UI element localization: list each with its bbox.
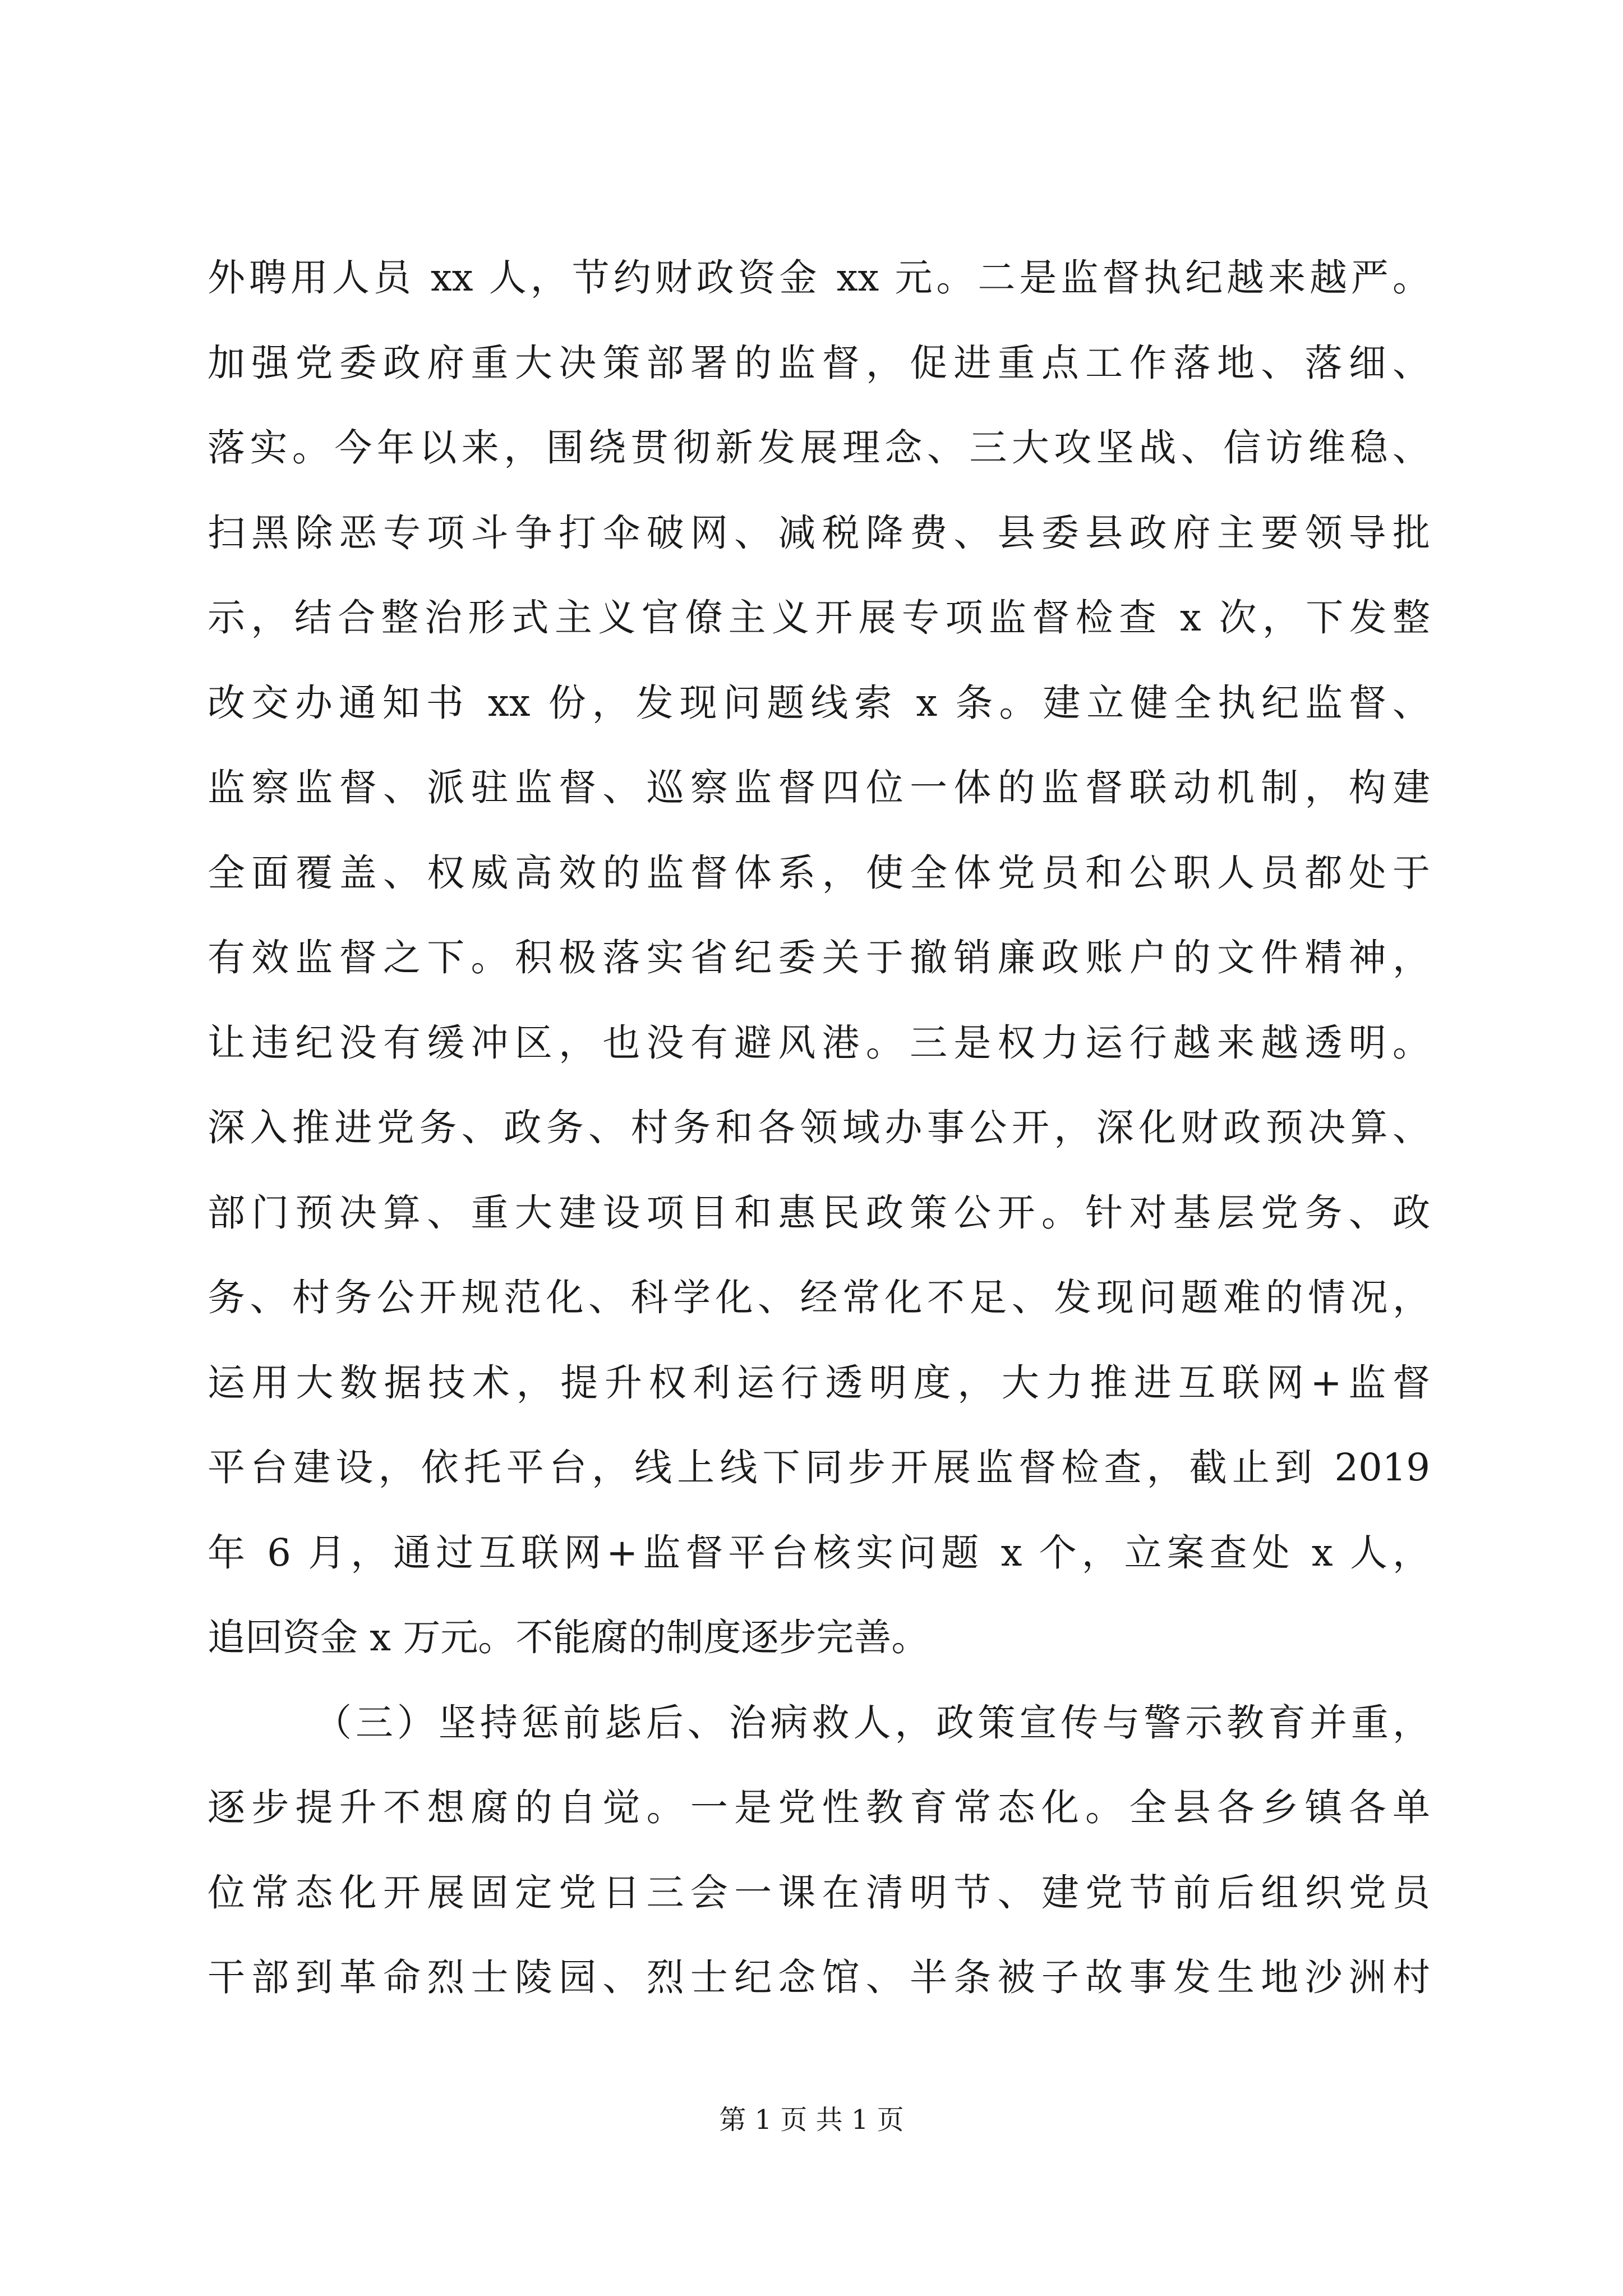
text-line: 落实。今年以来，围绕贯彻新发展理念、三大攻坚战、信访维稳、 <box>208 426 1430 470</box>
text-line: 有效监督之下。积极落实省纪委关于撤销廉政账户的文件精神， <box>208 936 1430 979</box>
text-line: 平台建设，依托平台，线上线下同步开展监督检查，截止到 2019 <box>208 1446 1430 1489</box>
text-line: 部门预决算、重大建设项目和惠民政策公开。针对基层党务、政 <box>208 1190 1430 1235</box>
text-line: 扫黑除恶专项斗争打伞破网、减税降费、县委县政府主要领导批 <box>208 510 1430 555</box>
page-footer: 第 1 页 共 1 页 <box>719 2104 904 2136</box>
text-line: 年 6 月，通过互联网+监督平台核实问题 x 个，立案查处 x 人， <box>208 1530 1430 1575</box>
text-line: 逐步提升不想腐的自觉。一是党性教育常态化。全县各乡镇各单 <box>208 1786 1430 1829</box>
text-line: 运用大数据技术，提升权利运行透明度，大力推进互联网+监督 <box>208 1360 1430 1405</box>
text-line: 改交办通知书 xx 份，发现问题线索 x 条。建立健全执纪监督、 <box>208 680 1430 725</box>
text-line: 全面覆盖、权威高效的监督体系，使全体党员和公职人员都处于 <box>208 850 1430 895</box>
text-line: 加强党委政府重大决策部署的监督，促进重点工作落地、落细、 <box>208 341 1430 385</box>
text-line: 位常态化开展固定党日三会一课在清明节、建党节前后组织党员 <box>208 1870 1430 1915</box>
paragraph-end-line: 追回资金 x 万元。不能腐的制度逐步完善。 <box>208 1616 929 1659</box>
text-line: 监察监督、派驻监督、巡察监督四位一体的监督联动机制，构建 <box>208 766 1430 809</box>
text-line: 务、村务公开规范化、科学化、经常化不足、发现问题难的情况， <box>208 1276 1430 1319</box>
section-heading-line: （三）坚持惩前毖后、治病救人，政策宣传与警示教育并重， <box>314 1700 1430 1745</box>
body-text <box>208 236 1430 2021</box>
text-line: 示，结合整治形式主义官僚主义开展专项监督检查 x 次，下发整 <box>208 596 1430 639</box>
text-line: 外聘用人员 xx 人，节约财政资金 xx 元。二是监督执纪越来越严。 <box>208 256 1430 300</box>
text-line: 深入推进党务、政务、村务和各领域办事公开，深化财政预决算、 <box>208 1106 1430 1149</box>
text-line: 让违纪没有缓冲区，也没有避风港。三是权力运行越来越透明。 <box>208 1020 1430 1065</box>
text-line: 干部到革命烈士陵园、烈士纪念馆、半条被子故事发生地沙洲村 <box>208 1955 1430 1999</box>
